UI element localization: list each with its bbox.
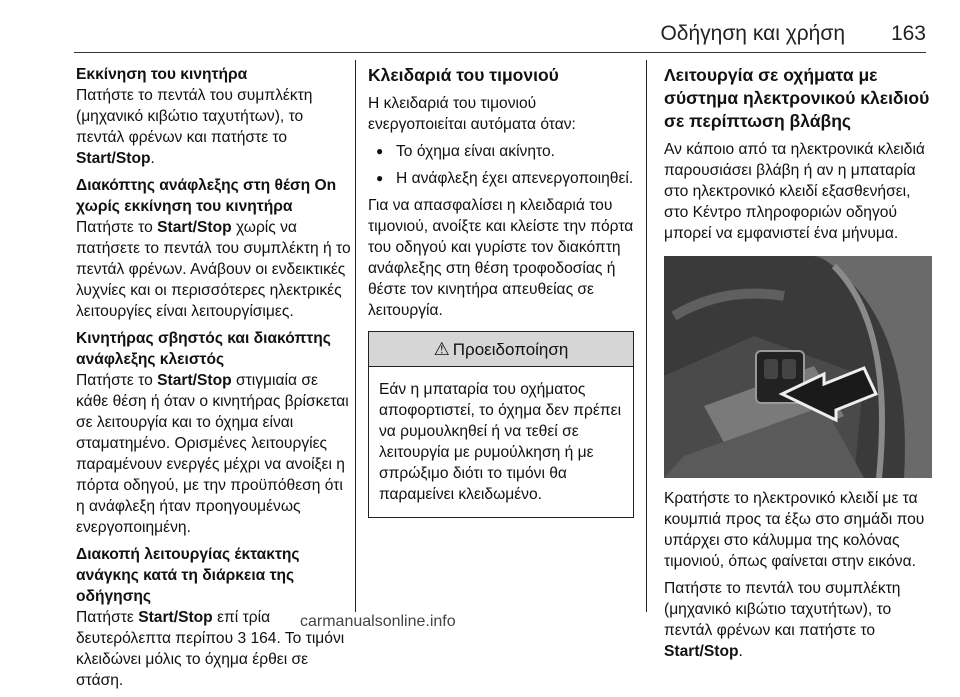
warning-header bbox=[369, 332, 633, 367]
text-steering-intro: Η κλειδαριά του τιμονιού ενεργοποιείται αυτόματα όταν: bbox=[368, 95, 576, 133]
heading-emergency-stop: Διακοπή λειτουργίας έκτακτης ανάγκης κατά τη διάρκεια της οδήγησης bbox=[76, 546, 300, 605]
text-key-fault: Αν κάποιο από τα ηλεκτρονικά κλειδιά παρουσιάσει βλάβη ή αν η μπαταρία στο ηλεκτρονικό κλειδί εξασθενήσει, στο Κέντρο πληροφοριών οδηγού μπορεί να εμφανιστεί ένα μήνυμα. bbox=[664, 141, 925, 242]
heading-engine-off: Κινητήρας σβηστός και διακόπτης ανάφλεξης κλειστός bbox=[76, 330, 331, 368]
steering-conditions-list bbox=[368, 141, 634, 189]
warning-icon: ⚠ bbox=[433, 338, 450, 359]
text-press-start: Πατήστε το πεντάλ του συμπλέκτη (μηχανικό κιβώτιο ταχυτήτων), το πεντάλ φρένων και πατήστε το Start/Stop. bbox=[664, 580, 901, 660]
column-1 bbox=[76, 64, 354, 697]
text-ignition-on: Πατήστε το Start/Stop χωρίς να πατήσετε το πεντάλ του συμπλέκτη ή το πεντάλ φρένων. Ανάβουν οι ενδεικτικές λυχνίες και οι περισσότερες ηλεκτρικές λειτουργίες είναι λειτουργίσιμες. bbox=[76, 219, 351, 320]
text-emergency-stop: Πατήστε Start/Stop επί τρία δευτερόλεπτα περίπου 3 164. Το τιμόνι κλειδώνει μόλις το όχημα έρθει σε στάση. bbox=[76, 609, 345, 689]
text-steering-unlock: Για να απασφαλίσει η κλειδαριά του τιμονιού, ανοίξτε και κλείστε την πόρτα του οδηγού και γυρίστε τον διακόπτη ανάφλεξης στη θέση τροφοδοσίας ή θέστε τον κινητήρα απευθείας σε λειτουργία. bbox=[368, 197, 634, 319]
text-engine-start: Πατήστε το πεντάλ του συμπλέκτη (μηχανικό κιβώτιο ταχυτήτων), το πεντάλ φρένων και πατήστε το Start/Stop. bbox=[76, 87, 313, 167]
list-item: ● Η ανάφλεξη έχει απενεργοποιηθεί. bbox=[368, 168, 634, 189]
warning-text: Εάν η μπαταρία του οχήματος αποφορτιστεί, το όχημα δεν πρέπει να ρυμουλκηθεί ή να τεθεί σε λειτουργία με ρυμούλκηση ή με σπρώξιμο διότι το τιμόνι θα παραμείνει κλειδωμένο. bbox=[379, 381, 622, 503]
text-hold-key: Κρατήστε το ηλεκτρονικό κλειδί με τα κουμπιά προς τα έξω στο σημάδι που υπάρχει στο κάλυμμα της κολόνας τιμονιού, όπως φαίνεται στην εικόνα. bbox=[664, 490, 925, 570]
column-2 bbox=[368, 64, 634, 518]
column-divider-2 bbox=[646, 60, 647, 612]
header-rule bbox=[74, 52, 926, 53]
page-reference: 3 164 bbox=[237, 630, 277, 647]
warning-title: Προειδοποίηση bbox=[452, 339, 569, 359]
heading-ignition-on: Διακόπτης ανάφλεξης στη θέση On χωρίς εκκίνηση του κινητήρα bbox=[76, 177, 337, 215]
header-title: Οδήγηση και χρήση bbox=[660, 22, 845, 45]
list-item: ● Το όχημα είναι ακίνητο. bbox=[368, 141, 634, 162]
warning-box bbox=[368, 331, 634, 518]
text-engine-off: Πατήστε το Start/Stop στιγμιαία σε κάθε θέση ή όταν ο κινητήρας βρίσκεται σε λειτουργία και το όχημα είναι σταματημένο. Ορισμένες λειτουργίες παραμένουν ενεργές μέχρι να ανοίξει η πόρτα οδηγού, με την προϋπόθεση ότι η ανάφλεξη ήταν προηγουμένως ενεργοποιημένη. bbox=[76, 372, 349, 536]
heading-engine-start: Εκκίνηση του κινητήρα bbox=[76, 66, 248, 83]
heading-steering-lock: Κλειδαριά του τιμονιού bbox=[368, 65, 559, 85]
watermark: carmanualsonline.info bbox=[300, 613, 456, 630]
steering-column-illustration bbox=[664, 256, 932, 478]
page-number: 163 bbox=[890, 22, 926, 45]
page-header bbox=[0, 0, 960, 52]
heading-electronic-key-fault: Λειτουργία σε οχήματα με σύστημα ηλεκτρονικού κλειδιού σε περίπτωση βλάβης bbox=[664, 65, 930, 131]
column-divider-1 bbox=[355, 60, 356, 612]
column-3 bbox=[664, 64, 932, 668]
steering-column-figure bbox=[664, 256, 932, 478]
